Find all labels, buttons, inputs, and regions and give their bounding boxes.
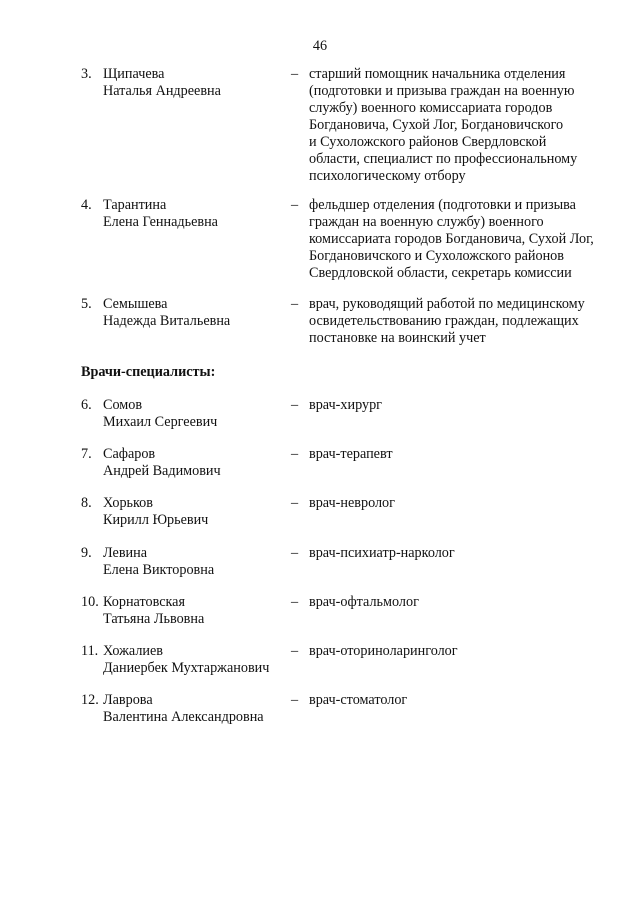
- member-role: [309, 643, 609, 660]
- role-line: врач, руководящий работой по медицинскому: [309, 296, 585, 312]
- role-line: врач-терапевт: [309, 446, 393, 462]
- member-given-names: Елена Геннадьевна: [103, 214, 218, 230]
- role-line: врач-хирург: [309, 397, 382, 413]
- member-name: [103, 66, 303, 100]
- entry-number: 8.: [81, 495, 92, 511]
- role-line: освидетельствованию граждан, подлежащих: [309, 313, 579, 329]
- role-line: Богдановича, Сухой Лог, Богдановичского: [309, 117, 564, 133]
- member-surname: Лаврова: [103, 692, 153, 708]
- member-role: [309, 692, 609, 709]
- member-name: [103, 197, 303, 231]
- entry-number: 5.: [81, 296, 92, 312]
- entry-number: 3.: [81, 66, 92, 82]
- member-given-names: Елена Викторовна: [103, 562, 215, 578]
- member-role: [309, 397, 609, 414]
- member-given-names: Даниербек Мухтаржанович: [103, 660, 270, 676]
- entry-number: 7.: [81, 446, 92, 462]
- role-line: врач-невролог: [309, 495, 395, 511]
- dash-separator: –: [291, 296, 299, 312]
- role-line: и Сухоложского районов Свердловской: [309, 134, 547, 150]
- member-given-names: Андрей Вадимович: [103, 463, 221, 479]
- member-surname: Тарантина: [103, 197, 167, 213]
- member-name: [103, 446, 303, 480]
- entry-number: 11.: [81, 643, 99, 659]
- member-given-names: Наталья Андреевна: [103, 83, 221, 99]
- role-line: граждан на военную службу) военного: [309, 214, 544, 230]
- member-role: [309, 495, 609, 512]
- member-role: [309, 296, 609, 347]
- member-surname: Левина: [103, 545, 148, 561]
- member-given-names: Надежда Витальевна: [103, 313, 231, 329]
- entry-number: 4.: [81, 197, 92, 213]
- member-role: [309, 594, 609, 611]
- role-line: старший помощник начальника отделения: [309, 66, 566, 82]
- dash-separator: –: [291, 446, 299, 462]
- member-surname: Семышева: [103, 296, 168, 312]
- member-surname: Щипачева: [103, 66, 165, 82]
- member-surname: Хорьков: [103, 495, 153, 511]
- role-line: Свердловской области, секретарь комиссии: [309, 265, 572, 281]
- dash-separator: –: [291, 197, 299, 213]
- role-line: комиссариата городов Богдановича, Сухой Лог,: [309, 231, 594, 247]
- page-number: 46: [312, 38, 328, 54]
- role-line: (подготовки и призыва граждан на военную: [309, 83, 575, 99]
- dash-separator: –: [291, 643, 299, 659]
- entry-number: 10.: [81, 594, 99, 610]
- member-given-names: Валентина Александровна: [103, 709, 264, 725]
- member-given-names: Татьяна Львовна: [103, 611, 205, 627]
- member-surname: Сафаров: [103, 446, 156, 462]
- member-role: [309, 446, 609, 463]
- entry-number: 6.: [81, 397, 92, 413]
- member-surname: Сомов: [103, 397, 143, 413]
- member-role: [309, 66, 609, 185]
- entry-number: 9.: [81, 545, 92, 561]
- member-given-names: Михаил Сергеевич: [103, 414, 218, 430]
- member-role: [309, 545, 609, 562]
- member-surname: Хожалиев: [103, 643, 163, 659]
- role-line: врач-психиатр-нарколог: [309, 545, 455, 561]
- dash-separator: –: [291, 594, 299, 610]
- member-surname: Корнатовская: [103, 594, 185, 610]
- member-name: [103, 495, 303, 529]
- dash-separator: –: [291, 66, 299, 82]
- member-given-names: Кирилл Юрьевич: [103, 512, 209, 528]
- role-line: врач-офтальмолог: [309, 594, 419, 610]
- member-name: [103, 594, 303, 628]
- role-line: Богдановичского и Сухоложского районов: [309, 248, 564, 264]
- role-line: врач-оториноларинголог: [309, 643, 458, 659]
- role-line: области, специалист по профессиональному: [309, 151, 578, 167]
- member-role: [309, 197, 609, 282]
- role-line: психологическому отбору: [309, 168, 466, 184]
- dash-separator: –: [291, 397, 299, 413]
- member-name: [103, 397, 303, 431]
- dash-separator: –: [291, 495, 299, 511]
- section-heading: Врачи-специалисты:: [81, 364, 216, 380]
- dash-separator: –: [291, 545, 299, 561]
- role-line: фельдшер отделения (подготовки и призыва: [309, 197, 576, 213]
- member-name: [103, 545, 303, 579]
- role-line: врач-стоматолог: [309, 692, 408, 708]
- member-name: [103, 643, 303, 677]
- role-line: постановке на воинский учет: [309, 330, 486, 346]
- member-name: [103, 296, 303, 330]
- entry-number: 12.: [81, 692, 99, 708]
- member-name: [103, 692, 303, 726]
- dash-separator: –: [291, 692, 299, 708]
- role-line: службу) военного комиссариата городов: [309, 100, 553, 116]
